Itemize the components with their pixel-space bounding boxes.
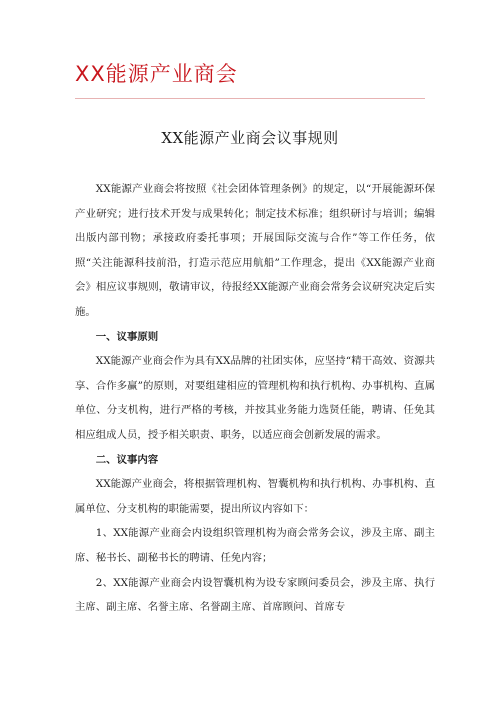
document-title: XX能源产业商会议事规则 [161, 129, 339, 147]
content-item-2: 2、XX能源产业商会内设智囊机构为设专家顾问委员会，涉及主席、执行主席、副主席、名誉主席、名誉副主席、首席顾问、首席专 [75, 576, 435, 614]
principles-paragraph: XX能源产业商会作为具有XX品牌的社团实体，应坚持“精干高效、资源共享、合作多赢”的原则，对要组建相应的管理机构和执行机构、办事机构、直属单位、分支机构，进行严格的考核，并按其业务能力选贤任能，聘请、任免其相应组成人员，授予相关职责、职务，以适应商会创新发展的需求。 [75, 355, 435, 441]
organization-title: XX能源产业商会 [75, 62, 238, 86]
intro-paragraph: XX能源产业商会将按照《社会团体管理条例》的规定，以“开展能源环保产业研究；进行技术开发与成果转化；制定技术标准；组织研讨与培训；编辑出版内部刊物；承接政府委托事项；开展国际交流与合作”等工作任务，依照“关注能源科技前沿，打造示范应用航船”工作理念，提出《XX能源产业商会》相应议事规则，敬请审议，待报经XX能源产业商会常务会议研究决定后实施。 [75, 183, 435, 318]
section-heading-principles: 一、议事原则 [95, 330, 159, 343]
document-body [75, 177, 435, 620]
content-item-1: 1、XX能源产业商会内设组织管理机构为商会常务会议，涉及主席、副主席、秘书长、副秘书长的聘请、任免内容； [75, 527, 435, 564]
section-heading-content: 二、议事内容 [95, 453, 159, 466]
content-paragraph: XX能源产业商会，将根据管理机构、智囊机构和执行机构、办事机构、直属单位、分支机构的职能需要，提出所议内容如下： [75, 478, 435, 515]
header-divider [75, 98, 425, 99]
